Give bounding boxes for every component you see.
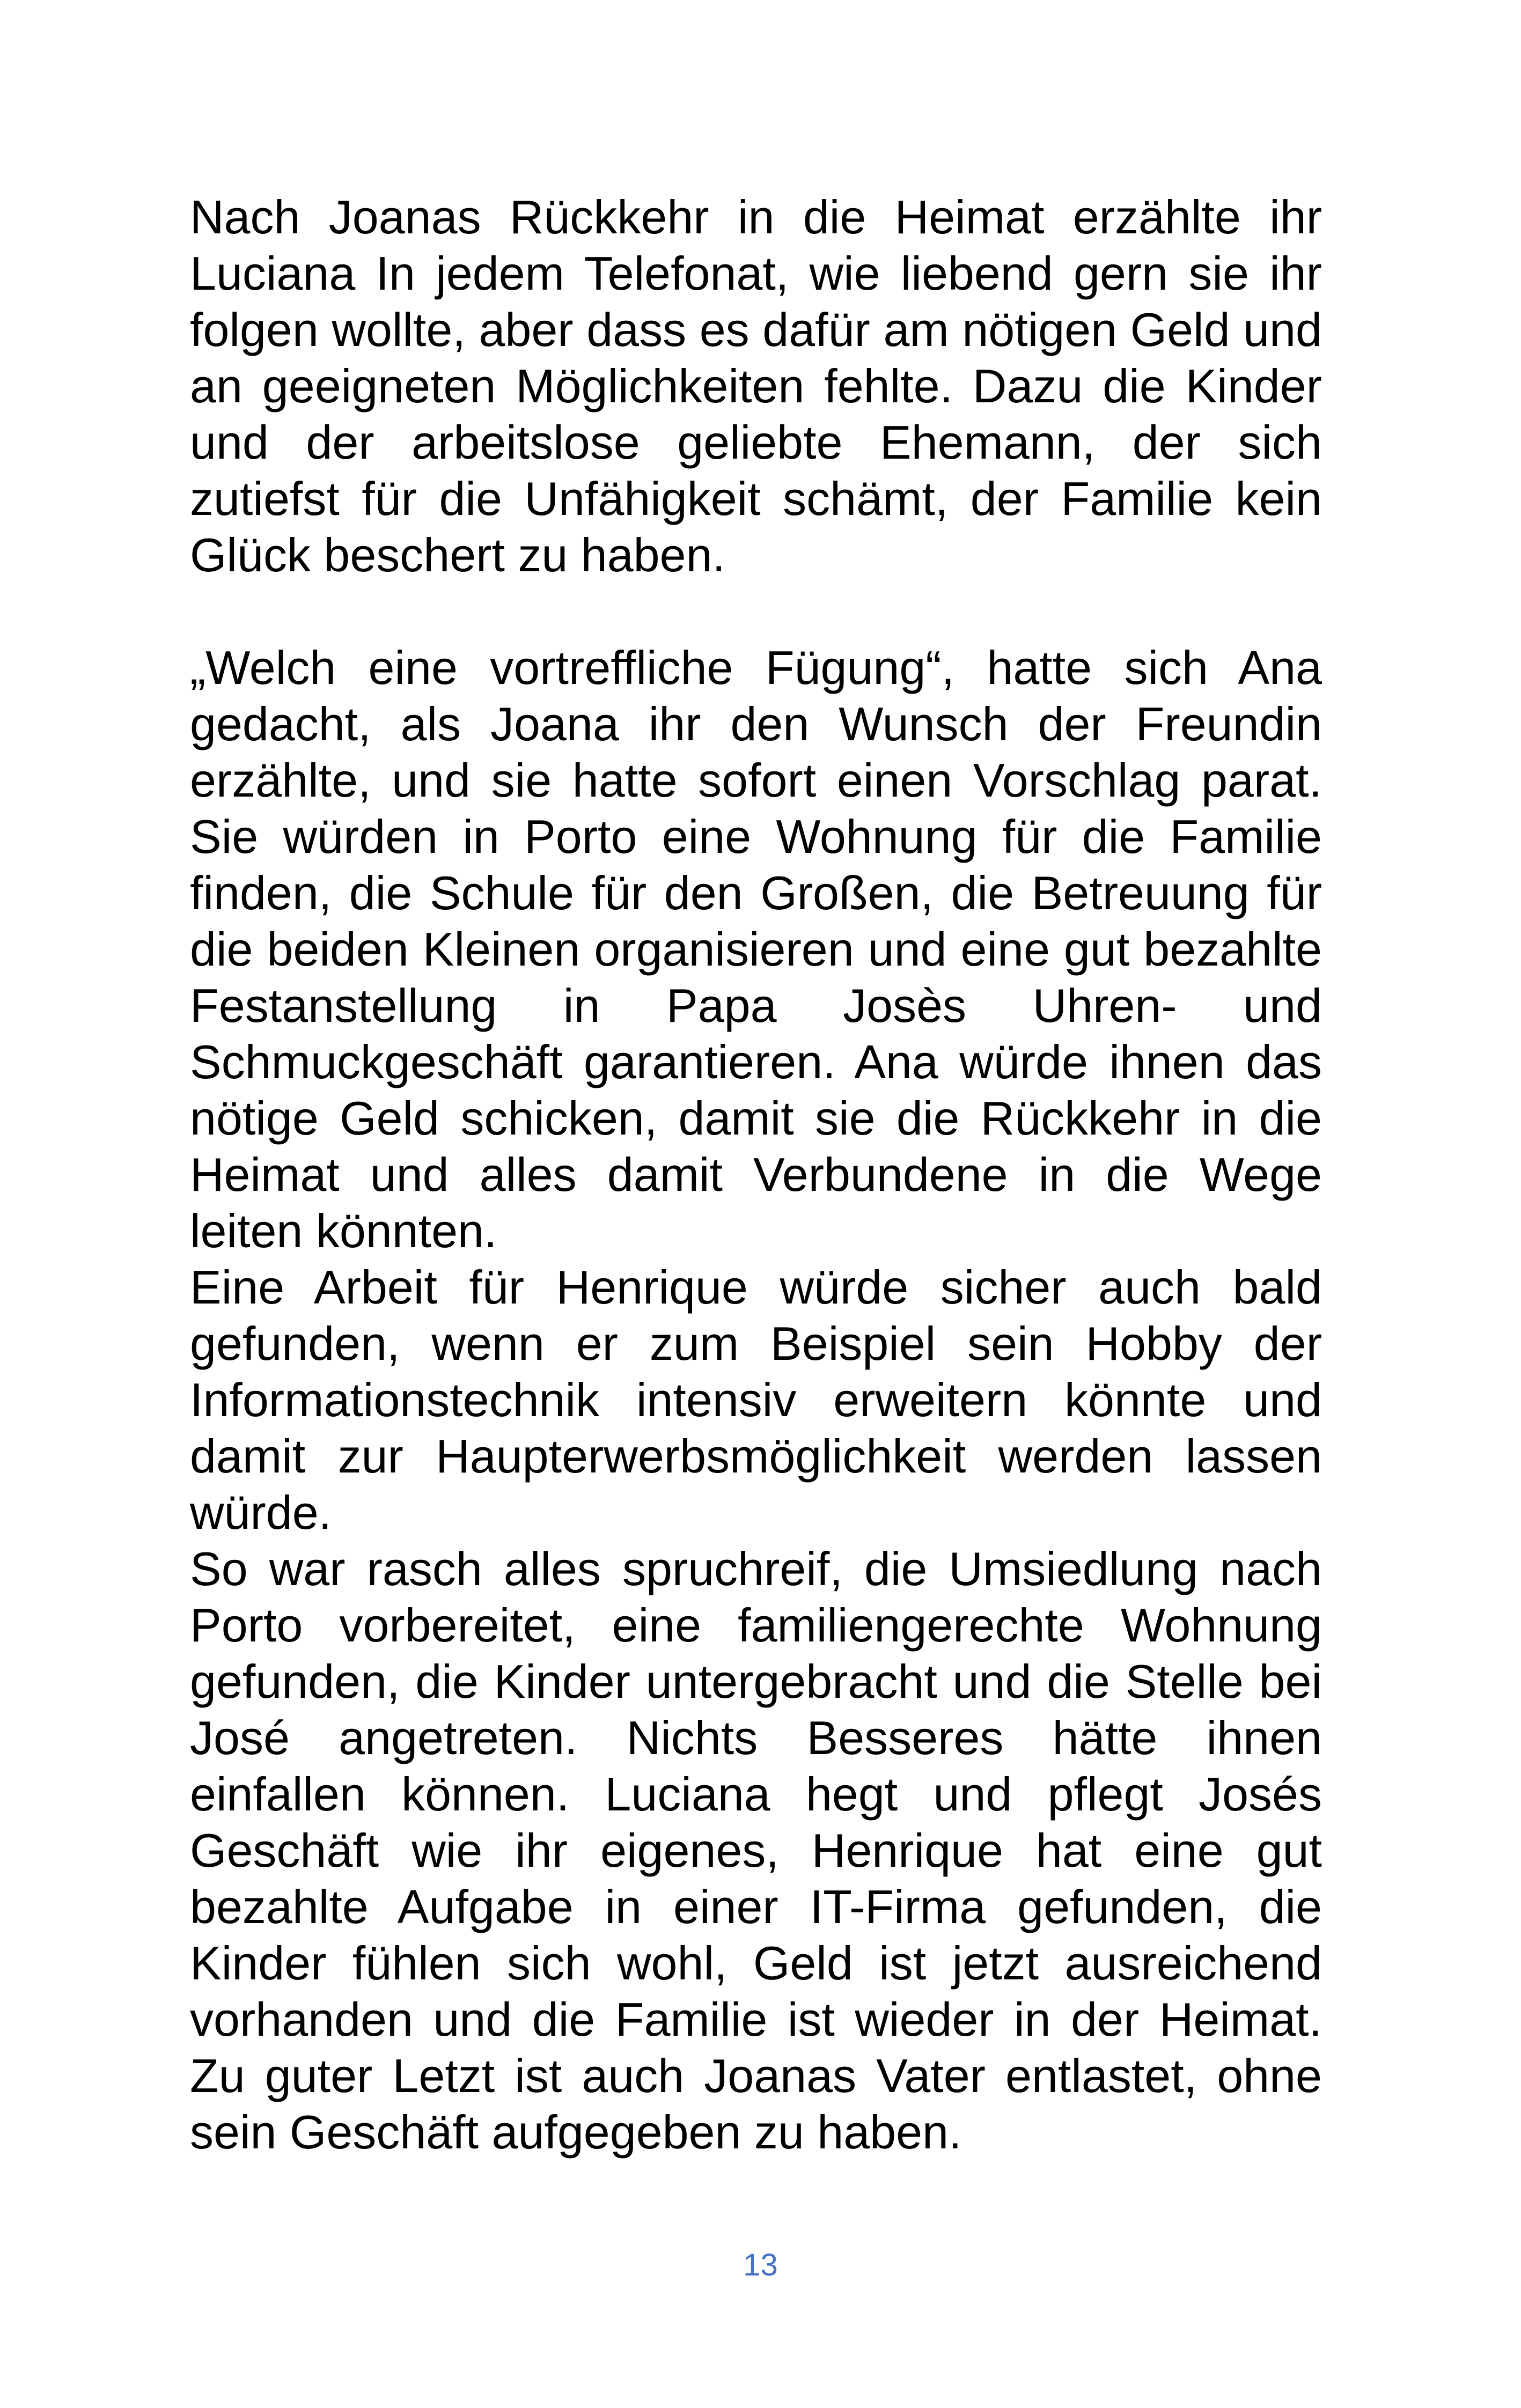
paragraph-3: Eine Arbeit für Henrique würde sicher auch bald gefunden, wenn er zum Beispiel sein Hobby der Informationstechnik intensiv erweitern könnte und damit zur Haupterwerbsmöglichkeit werden lassen würde. [190, 1261, 1322, 1539]
paragraph-2: „Welch eine vortreffliche Fügung“, hatte sich Ana gedacht, als Joana ihr den Wunsch der Freundin erzählte, und sie hatte sofort einen Vorschlag parat. Sie würden in Porto eine Wohnung für die Familie finden, die Schule für den Großen, die Betreuung für die beiden Kleinen organisieren und eine gut bezahlte Festanstellung in Papa Josès Uhren- und Schmuckgeschäft garantieren. Ana würde ihnen das nötige Geld schicken, damit sie die Rückkehr in die Heimat und alles damit Verbundene in die Wege leiten könnten. [190, 641, 1322, 1257]
paragraph-gap [190, 583, 1322, 639]
paragraph-1: Nach Joanas Rückkehr in die Heimat erzählte ihr Luciana In jedem Telefonat, wie liebend gern sie ihr folgen wollte, aber dass es dafür am nötigen Geld und an geeigneten Möglichkeiten fehlte. Dazu die Kinder und der arbeitslose geliebte Ehemann, der sich zutiefst für die Unfähigkeit schämt, der Familie kein Glück beschert zu haben. [190, 190, 1322, 581]
body-text [190, 189, 1322, 2160]
page-number: 13 [743, 2248, 778, 2282]
paragraph-4: So war rasch alles spruchreif, die Umsiedlung nach Porto vorbereitet, eine familiengerechte Wohnung gefunden, die Kinder untergebracht und die Stelle bei José angetreten. Nichts Besseres hätte ihnen einfallen können. Luciana hegt und pflegt Josés Geschäft wie ihr eigenes, Henrique hat eine gut bezahlte Aufgabe in einer IT-Firma gefunden, die Kinder fühlen sich wohl, Geld ist jetzt ausreichend vorhanden und die Familie ist wieder in der Heimat. Zu guter Letzt ist auch Joanas Vater entlastet, ohne sein Geschäft aufgegeben zu haben. [190, 1542, 1322, 2159]
